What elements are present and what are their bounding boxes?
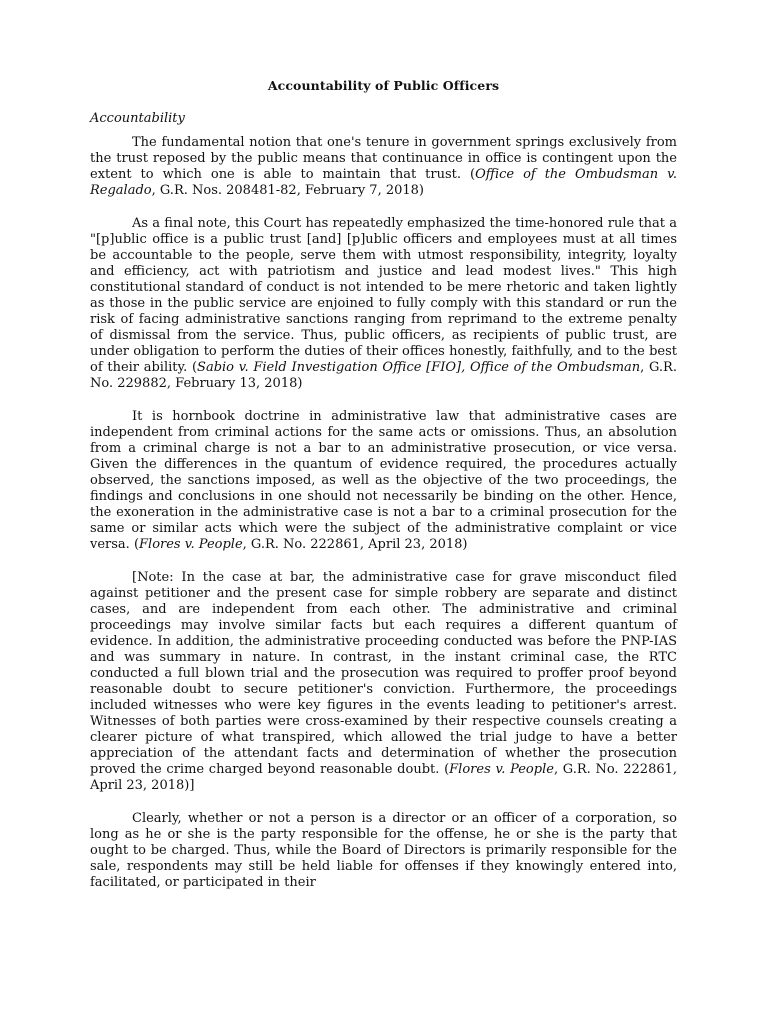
paragraph [90,570,677,794]
case-citation: Flores v. People [139,537,243,552]
paragraph-text: As a final note, this Court has repeatedly emphasized the time-honored rule that a "[p]ublic office is a public trust [and] [p]ublic officers and employees must at all times be accountable to the people, serve them with utmost responsibility, integrity, loyalty and efficiency, act with patriotism and justice and lead modest lives." This high constitutional standard of conduct is not intended to be mere rhetoric and taken lightly as those in the public service are enjoined to fully comply with this standard or run the risk of facing administrative sanctions ranging from reprimand to the extreme penalty of dismissal from the service. Thus, public officers, as recipients of public trust, are under obligation to perform the duties of their offices honestly, faithfully, and to the best of their ability. ( [90,216,677,375]
paragraph-text: , G.R. Nos. 208481-82, February 7, 2018) [151,183,425,198]
document-page [90,70,677,908]
paragraph-text: Clearly, whether or not a person is a director or an officer of a corporation, so long as he or she is the party responsible for the offense, he or she is the party that ought to be charged. Thus, while the Board of Directors is primarily responsible for the sale, respondents may still be held liable for offenses if they knowingly entered into, facilitated, or participated in their [90,811,677,890]
case-citation: Sabio v. Field Investigation Office [FIO], Office of the Ombudsman [197,360,641,375]
paragraph-text: The fundamental notion that one's tenure in government springs exclusively from the trust reposed by the public means that continuance in office is contingent upon the extent to which one is able to maintain that trust. ( [90,135,677,182]
paragraph-text: It is hornbook doctrine in administrative law that administrative cases are independent from criminal actions for the same acts or omissions. Thus, an absolution from a criminal charge is not a bar to an administrative prosecution, or vice versa. Given the differences in the quantum of evidence required, the procedures actually observed, the sanctions imposed, as well as the objective of the two proceedings, the findings and conclusions in one should not necessarily be binding on the other. Hence, the exoneration in the administrative case is not a bar to a criminal prosecution for the same or similar acts which were the subject of the administrative complaint or vice versa. ( [90,409,677,552]
paragraph [90,409,677,553]
paragraph-text: , G.R. No. 222861, April 23, 2018) [242,537,468,552]
case-citation: Office of the Ombudsman v. Regalado [90,167,678,198]
paragraph [90,216,677,392]
paragraph-text: , G.R. No. 222861, April 23, 2018)] [90,762,678,793]
document-title: Accountability of Public Officers [267,78,500,93]
section-heading: Accountability [90,111,185,126]
paragraph [90,135,677,199]
paragraph-text: [Note: In the case at bar, the administrative case for grave misconduct filed against petitioner and the present case for simple robbery are separate and distinct cases, and are independent from each other. The administrative and criminal proceedings may involve similar facts but each requires a different quantum of evidence. In addition, the administrative proceeding conducted was before the PNP-IAS and was summary in nature. In contrast, in the instant criminal case, the RTC conducted a full blown trial and the prosecution was required to proffer proof beyond reasonable doubt to secure petitioner's conviction. Furthermore, the proceedings included witnesses who were key figures in the events leading to petitioner's arrest. Witnesses of both parties were cross-examined by their respective counsels creating a clearer picture of what transpired, which allowed the trial judge to have a better appreciation of the attendant facts and determination of whether the prosecution proved the crime charged beyond reasonable doubt. ( [90,570,677,777]
paragraph-text: , G.R. No. 229882, February 13, 2018) [90,360,677,391]
paragraph [90,811,677,891]
case-citation: Flores v. People [449,762,554,777]
